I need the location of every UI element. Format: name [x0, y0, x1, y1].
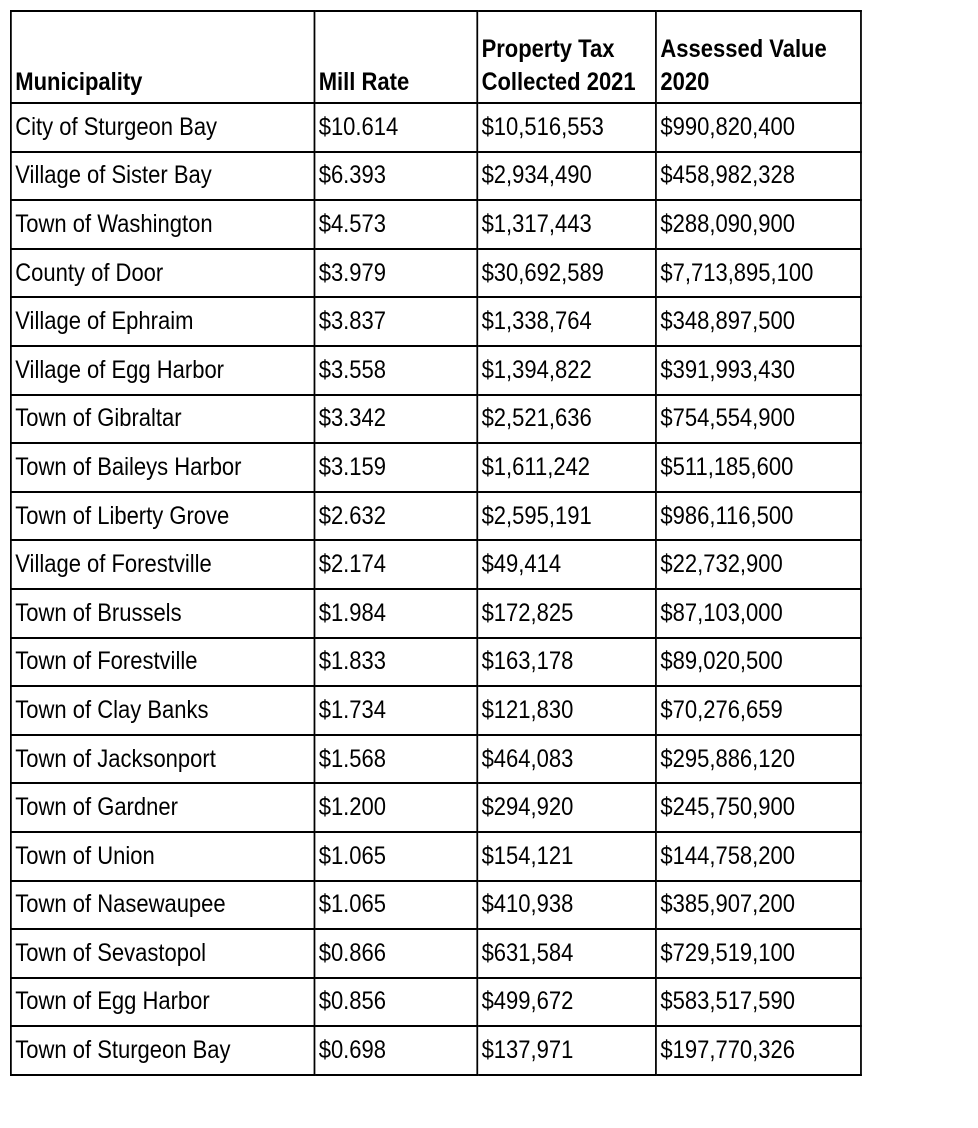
- cell-mill-rate: $10.614: [314, 103, 477, 152]
- cell-assessed-value: $87,103,000: [656, 589, 861, 638]
- cell-property-tax: $1,317,443: [477, 200, 656, 249]
- cell-property-tax: $2,521,636: [477, 395, 656, 444]
- cell-mill-rate: $1.984: [314, 589, 477, 638]
- tax-table-container: [10, 10, 978, 1076]
- cell-assessed-value: $990,820,400: [656, 103, 861, 152]
- cell-municipality: City of Sturgeon Bay: [11, 103, 314, 152]
- cell-municipality: Town of Jacksonport: [11, 735, 314, 784]
- cell-municipality: Village of Sister Bay: [11, 152, 314, 201]
- cell-assessed-value: $986,116,500: [656, 492, 861, 541]
- cell-property-tax: $294,920: [477, 783, 656, 832]
- cell-property-tax: $1,338,764: [477, 297, 656, 346]
- cell-assessed-value: $511,185,600: [656, 443, 861, 492]
- cell-mill-rate: $1.568: [314, 735, 477, 784]
- cell-property-tax: $137,971: [477, 1026, 656, 1075]
- cell-assessed-value: $385,907,200: [656, 881, 861, 930]
- cell-property-tax: $1,394,822: [477, 346, 656, 395]
- cell-mill-rate: $6.393: [314, 152, 477, 201]
- cell-assessed-value: $144,758,200: [656, 832, 861, 881]
- cell-municipality: Town of Gardner: [11, 783, 314, 832]
- table-row: [11, 686, 861, 735]
- cell-mill-rate: $1.734: [314, 686, 477, 735]
- table-row: [11, 589, 861, 638]
- cell-assessed-value: $391,993,430: [656, 346, 861, 395]
- header-line: Assessed Value: [660, 35, 827, 63]
- cell-assessed-value: $583,517,590: [656, 978, 861, 1027]
- table-row: [11, 832, 861, 881]
- cell-assessed-value: $458,982,328: [656, 152, 861, 201]
- cell-municipality: Town of Egg Harbor: [11, 978, 314, 1027]
- table-row: [11, 638, 861, 687]
- cell-mill-rate: $0.698: [314, 1026, 477, 1075]
- header-mill-rate: [314, 11, 477, 103]
- cell-mill-rate: $2.632: [314, 492, 477, 541]
- cell-mill-rate: $1.200: [314, 783, 477, 832]
- table-header: [11, 11, 861, 103]
- table-row: [11, 492, 861, 541]
- cell-assessed-value: $245,750,900: [656, 783, 861, 832]
- cell-assessed-value: $754,554,900: [656, 395, 861, 444]
- table-row: [11, 783, 861, 832]
- header-property-tax-collected: [477, 11, 656, 103]
- cell-property-tax: $499,672: [477, 978, 656, 1027]
- cell-property-tax: $121,830: [477, 686, 656, 735]
- cell-assessed-value: $89,020,500: [656, 638, 861, 687]
- table-row: [11, 297, 861, 346]
- table-row: [11, 395, 861, 444]
- cell-assessed-value: $197,770,326: [656, 1026, 861, 1075]
- table-row: [11, 1026, 861, 1075]
- table-row: [11, 443, 861, 492]
- cell-mill-rate: $1.065: [314, 832, 477, 881]
- table-body: [11, 103, 861, 1075]
- cell-mill-rate: $1.065: [314, 881, 477, 930]
- header-line: Property Tax: [481, 35, 615, 63]
- table-row: [11, 929, 861, 978]
- cell-mill-rate: $3.837: [314, 297, 477, 346]
- cell-municipality: Town of Nasewaupee: [11, 881, 314, 930]
- table-row: [11, 978, 861, 1027]
- cell-municipality: Town of Union: [11, 832, 314, 881]
- header-line: 2020: [660, 67, 710, 96]
- cell-mill-rate: $0.856: [314, 978, 477, 1027]
- cell-property-tax: $30,692,589: [477, 249, 656, 298]
- header-line: Collected 2021: [481, 67, 636, 96]
- cell-municipality: Village of Egg Harbor: [11, 346, 314, 395]
- cell-mill-rate: $1.833: [314, 638, 477, 687]
- cell-municipality: Town of Gibraltar: [11, 395, 314, 444]
- cell-mill-rate: $3.979: [314, 249, 477, 298]
- header-municipality: [11, 11, 314, 103]
- table-row: [11, 540, 861, 589]
- cell-assessed-value: $295,886,120: [656, 735, 861, 784]
- cell-municipality: Town of Sturgeon Bay: [11, 1026, 314, 1075]
- cell-municipality: Village of Forestville: [11, 540, 314, 589]
- cell-assessed-value: $7,713,895,100: [656, 249, 861, 298]
- cell-assessed-value: $22,732,900: [656, 540, 861, 589]
- cell-municipality: Town of Sevastopol: [11, 929, 314, 978]
- cell-property-tax: $154,121: [477, 832, 656, 881]
- cell-assessed-value: $288,090,900: [656, 200, 861, 249]
- cell-mill-rate: $3.159: [314, 443, 477, 492]
- cell-municipality: Town of Liberty Grove: [11, 492, 314, 541]
- header-row: [11, 11, 861, 103]
- cell-property-tax: $410,938: [477, 881, 656, 930]
- table-row: [11, 249, 861, 298]
- cell-mill-rate: $3.342: [314, 395, 477, 444]
- table-row: [11, 881, 861, 930]
- header-assessed-value: [656, 11, 861, 103]
- table-row: [11, 200, 861, 249]
- cell-municipality: Town of Brussels: [11, 589, 314, 638]
- cell-mill-rate: $0.866: [314, 929, 477, 978]
- table-row: [11, 735, 861, 784]
- cell-property-tax: $163,178: [477, 638, 656, 687]
- property-tax-table: [10, 10, 862, 1076]
- cell-property-tax: $49,414: [477, 540, 656, 589]
- cell-municipality: Town of Baileys Harbor: [11, 443, 314, 492]
- cell-assessed-value: $70,276,659: [656, 686, 861, 735]
- cell-municipality: County of Door: [11, 249, 314, 298]
- cell-property-tax: $631,584: [477, 929, 656, 978]
- header-line: Municipality: [15, 67, 143, 96]
- cell-assessed-value: $729,519,100: [656, 929, 861, 978]
- cell-property-tax: $1,611,242: [477, 443, 656, 492]
- cell-assessed-value: $348,897,500: [656, 297, 861, 346]
- table-row: [11, 346, 861, 395]
- table-row: [11, 152, 861, 201]
- cell-municipality: Town of Forestville: [11, 638, 314, 687]
- cell-property-tax: $2,595,191: [477, 492, 656, 541]
- cell-municipality: Town of Clay Banks: [11, 686, 314, 735]
- header-line: Mill Rate: [318, 67, 410, 96]
- cell-property-tax: $10,516,553: [477, 103, 656, 152]
- cell-municipality: Town of Washington: [11, 200, 314, 249]
- cell-property-tax: $464,083: [477, 735, 656, 784]
- cell-municipality: Village of Ephraim: [11, 297, 314, 346]
- cell-mill-rate: $2.174: [314, 540, 477, 589]
- table-row: [11, 103, 861, 152]
- cell-property-tax: $2,934,490: [477, 152, 656, 201]
- cell-mill-rate: $3.558: [314, 346, 477, 395]
- cell-property-tax: $172,825: [477, 589, 656, 638]
- cell-mill-rate: $4.573: [314, 200, 477, 249]
